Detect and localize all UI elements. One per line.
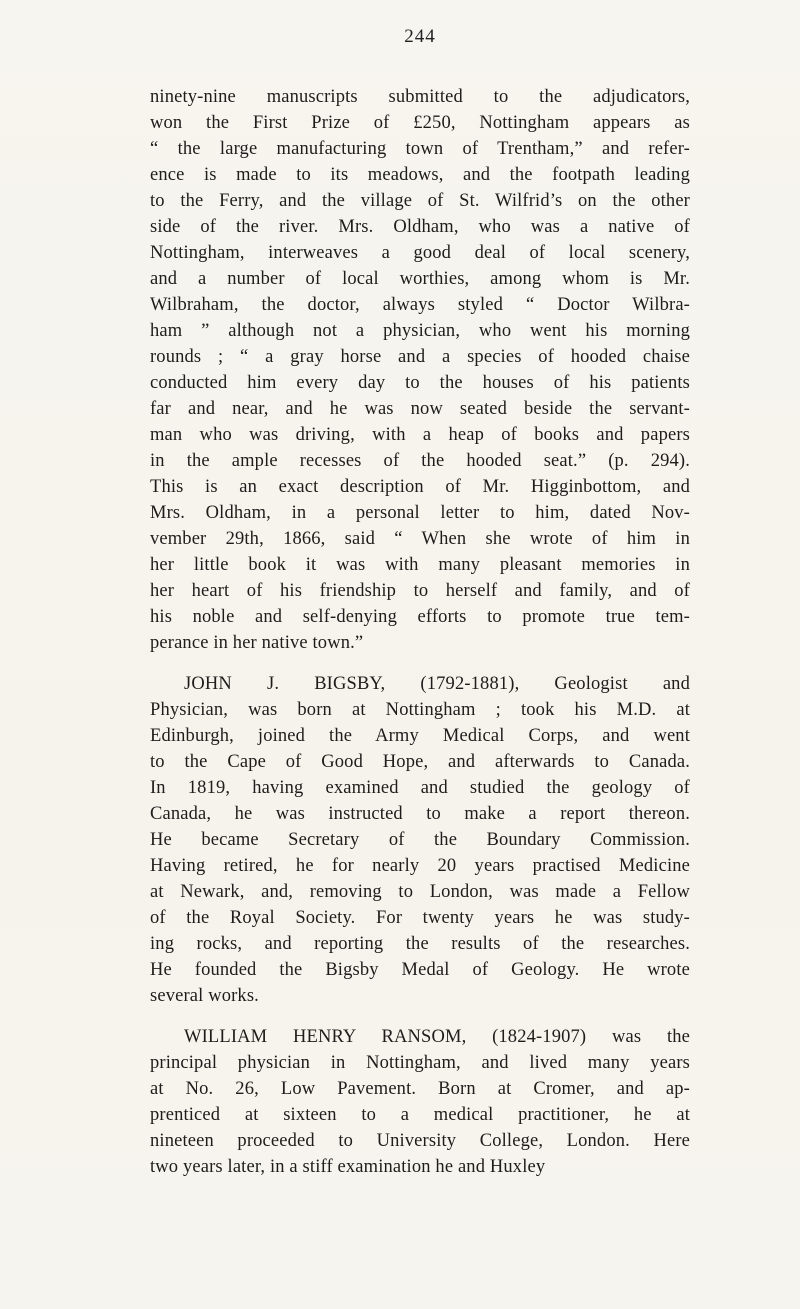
text-line: Edinburgh, joined the Army Medical Corps, and went <box>150 726 690 746</box>
text-line: WILLIAM HENRY RANSOM, (1824-1907) was the <box>184 1027 690 1047</box>
text-line: his noble and self-denying efforts to promote true tem- <box>150 607 690 627</box>
text-line: her heart of his friendship to herself and family, and of <box>150 581 690 601</box>
text-line: principal physician in Nottingham, and lived many years <box>150 1053 690 1073</box>
text-line: This is an exact description of Mr. Higginbottom, and <box>150 477 690 497</box>
page-number: 244 <box>404 26 436 47</box>
text-line: He founded the Bigsby Medal of Geology. He wrote <box>150 960 690 980</box>
text-line: her little book it was with many pleasant memories in <box>150 555 690 575</box>
text-line: two years later, in a stiff examination he and Huxley <box>150 1157 546 1177</box>
text-line: in the ample recesses of the hooded seat.” (p. 294). <box>150 451 690 471</box>
text-line: and a number of local worthies, among whom is Mr. <box>150 269 690 289</box>
text-line: “ the large manufacturing town of Trentham,” and refer- <box>150 139 690 159</box>
text-line: ing rocks, and reporting the results of the researches. <box>150 934 690 954</box>
text-line: JOHN J. BIGSBY, (1792-1881), Geologist and <box>184 674 690 694</box>
text-line: Having retired, he for nearly 20 years practised Medicine <box>150 856 690 876</box>
text-line: at Newark, and, removing to London, was made a Fellow <box>150 882 690 902</box>
text-line: side of the river. Mrs. Oldham, who was a native of <box>150 217 690 237</box>
paragraph <box>150 84 690 656</box>
text-line: at No. 26, Low Pavement. Born at Cromer, and ap- <box>150 1079 690 1099</box>
text-line: to the Ferry, and the village of St. Wilfrid’s on the other <box>150 191 690 211</box>
text-line: rounds ; “ a gray horse and a species of hooded chaise <box>150 347 690 367</box>
text-line: ham ” although not a physician, who went his morning <box>150 321 690 341</box>
text-line: of the Royal Society. For twenty years he was study- <box>150 908 690 928</box>
text-line: to the Cape of Good Hope, and afterwards to Canada. <box>150 752 690 772</box>
paragraph <box>150 671 690 1009</box>
text-line: nineteen proceeded to University College, London. Here <box>150 1131 690 1151</box>
text-line: won the First Prize of £250, Nottingham appears as <box>150 113 690 133</box>
text-line: man who was driving, with a heap of books and papers <box>150 425 690 445</box>
text-line: ninety-nine manuscripts submitted to the adjudicators, <box>150 87 690 107</box>
text-line: Nottingham, interweaves a good deal of local scenery, <box>150 243 690 263</box>
page-text <box>150 84 690 1180</box>
text-line: prenticed at sixteen to a medical practitioner, he at <box>150 1105 690 1125</box>
text-line: He became Secretary of the Boundary Commission. <box>150 830 690 850</box>
text-line: vember 29th, 1866, said “ When she wrote of him in <box>150 529 690 549</box>
text-line: Mrs. Oldham, in a personal letter to him, dated Nov- <box>150 503 690 523</box>
text-line: perance in her native town.” <box>150 633 364 653</box>
text-line: Wilbraham, the doctor, always styled “ Doctor Wilbra- <box>150 295 690 315</box>
text-line: ence is made to its meadows, and the footpath leading <box>150 165 690 185</box>
text-line: far and near, and he was now seated beside the servant- <box>150 399 690 419</box>
text-line: Canada, he was instructed to make a report thereon. <box>150 804 690 824</box>
paragraph <box>150 1024 690 1180</box>
text-line: In 1819, having examined and studied the geology of <box>150 778 690 798</box>
text-line: several works. <box>150 986 259 1006</box>
text-line: conducted him every day to the houses of his patients <box>150 373 690 393</box>
text-line: Physician, was born at Nottingham ; took his M.D. at <box>150 700 690 720</box>
